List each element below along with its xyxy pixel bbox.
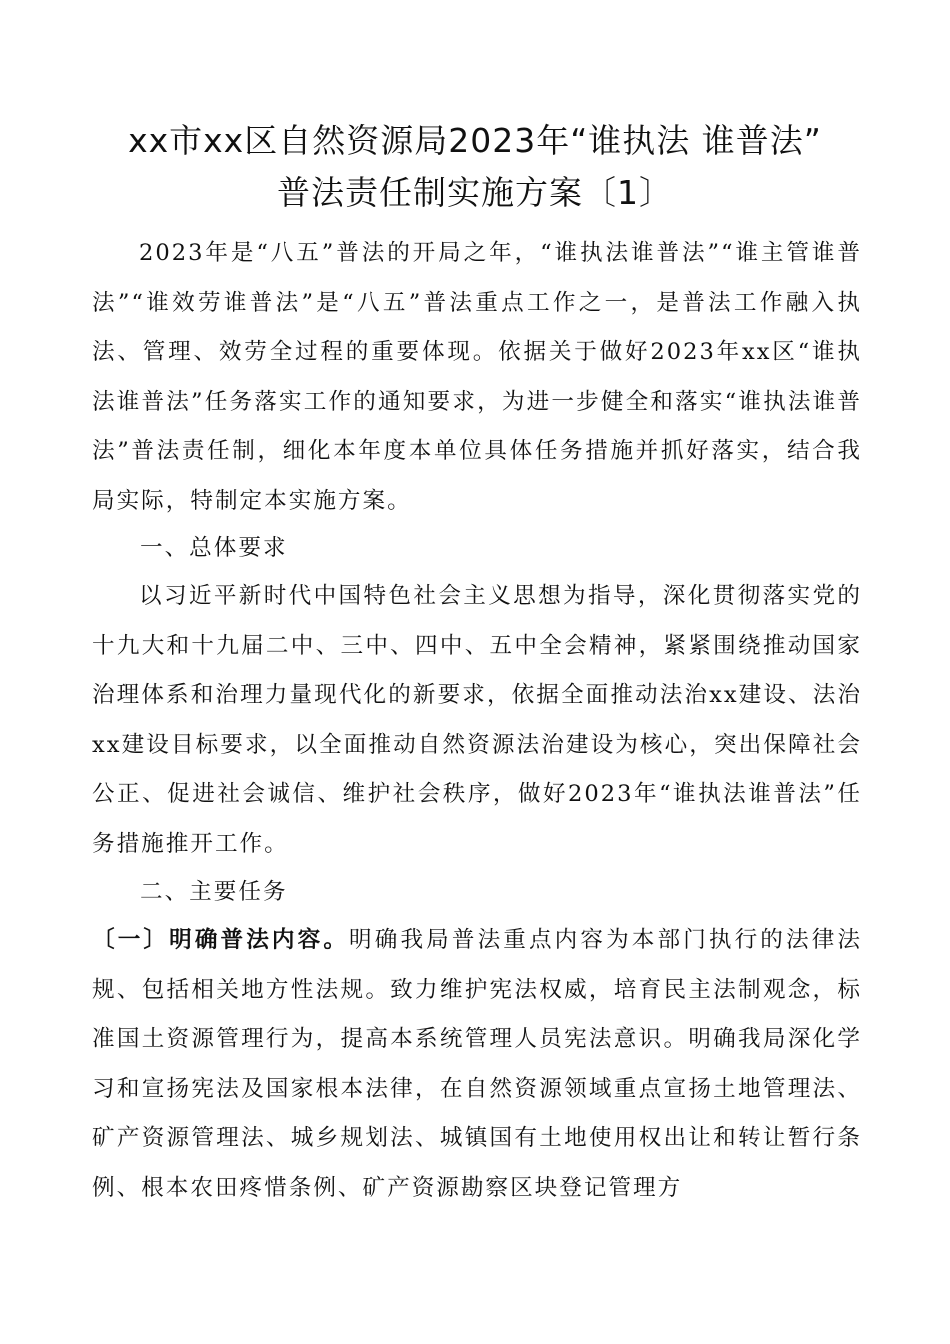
section1-paragraph: 以习近平新时代中国特色社会主义思想为指导，深化贯彻落实党的十九大和十九届二中、三中、四中、五中全会精神，紧紧围绕推动国家治理体系和治理力量现代化的新要求，依据全面推动法治xx建设、法治xx建设目标要求，以全面推动自然资源法治建设为核心，突出保障社会公正、促进社会诚信、维护社会秩序，做好2023年“谁执法谁普法”任务措施推开工作。 (92, 583, 862, 857)
section1-heading: 一、总体要求 (140, 535, 288, 561)
task1-lead: 〔一〕明确普法内容。 (92, 927, 350, 953)
document-title-line2: 普法责任制实施方案〔1〕 (277, 173, 673, 212)
intro-paragraph: 2023年是“八五”普法的开局之年，“谁执法谁普法”“谁主管谁普法”“谁效劳谁普法”是“八五”普法重点工作之一，是普法工作融入执法、管理、效劳全过程的重要体现。依据关于做好2023年xx区“谁执法谁普法”任务落实工作的通知要求，为进一步健全和落实“谁执法谁普法”普法责任制，细化本年度本单位具体任务措施并抓好落实，结合我局实际，特制定本实施方案。 (92, 240, 862, 514)
document-title-line1: xx市xx区自然资源局2023年“谁执法 谁普法” (128, 121, 822, 160)
task1-text: 明确我局普法重点内容为本部门执行的法律法规、包括相关地方性法规。致力维护宪法权威，培育民主法制观念，标准国土资源管理行为，提高本系统管理人员宪法意识。明确我局深化学习和宣扬宪法及国家根本法律，在自然资源领域重点宣扬土地管理法、矿产资源管理法、城乡规划法、城镇国有土地使用权出让和转让暂行条例、根本农田疼惜条例、矿产资源勘察区块登记管理方 (92, 927, 863, 1201)
task1-paragraph (92, 916, 862, 1213)
section2-heading: 二、主要任务 (140, 879, 288, 905)
